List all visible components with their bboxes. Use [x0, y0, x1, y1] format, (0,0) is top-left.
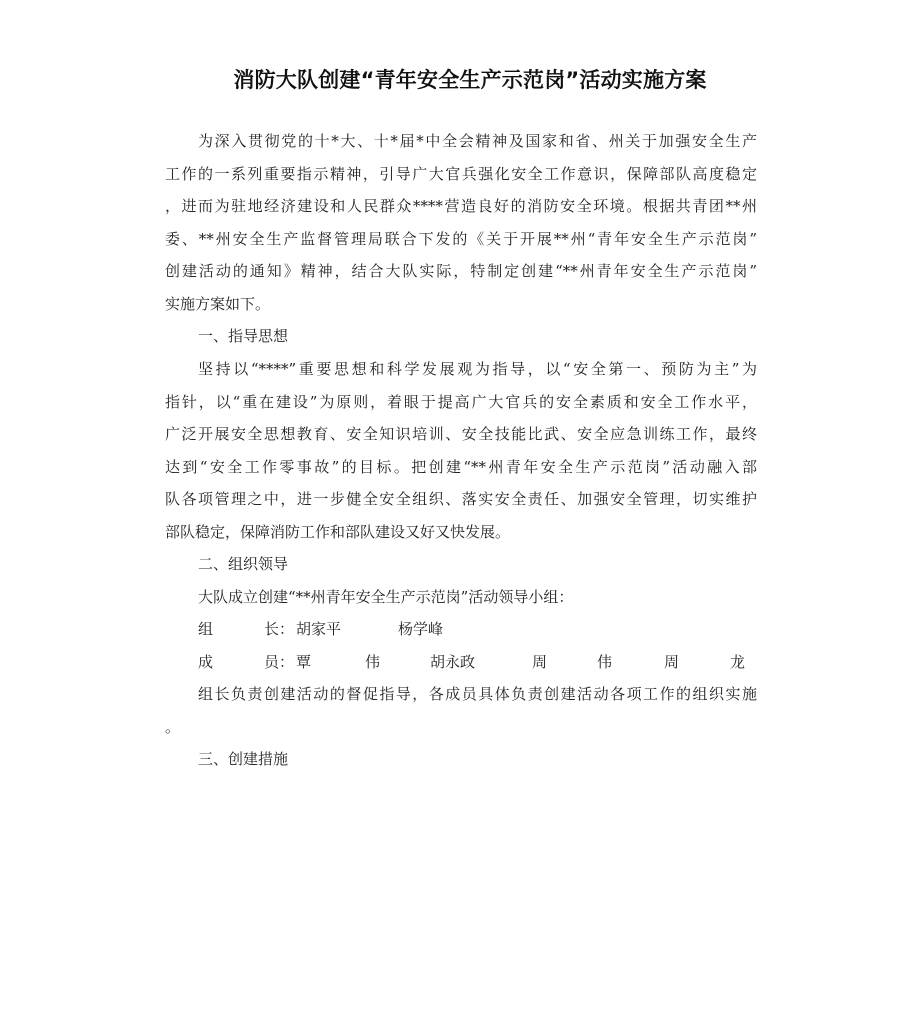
- intro-line: 为深入贯彻党的十*大、十*届*中全会精神及国家和省、州关于加强安全生产: [198, 132, 757, 150]
- paragraph-line: 部队稳定，保障消防工作和部队建设又好又快发展。: [165, 522, 511, 541]
- duty-paragraph: [165, 678, 757, 743]
- paragraph-line: 指针，以“重在建设”为原则，着眼于提高广大官兵的安全素质和安全工作水平，: [165, 392, 757, 411]
- intro-line: ，进而为驻地经济建设和人民群众****营造良好的消防安全环境。根据共青团**州: [165, 197, 757, 215]
- member-name: 周: [532, 653, 548, 671]
- leader-name: 杨学峰: [398, 620, 444, 638]
- section-heading-organization: 二、组织领导: [198, 555, 289, 573]
- member-name: 伟: [597, 653, 613, 671]
- member-name: 周: [664, 653, 680, 671]
- member-name: 龙: [730, 653, 746, 671]
- paragraph-line: 。: [165, 717, 181, 736]
- intro-line: 委、**州安全生产监督管理局联合下发的《关于开展**州“青年安全生产示范岗”: [165, 229, 757, 248]
- intro-paragraph: [165, 125, 757, 320]
- members-label-a: 成: [198, 653, 214, 671]
- intro-line: 创建活动的通知》精神，结合大队实际，特制定创建“**州青年安全生产示范岗”: [165, 262, 757, 280]
- paragraph-line: 组长负责创建活动的督促指导，各成员具体负责创建活动各项工作的组织实施: [198, 685, 757, 703]
- leader-label-a: 组: [198, 620, 214, 638]
- paragraph-line: 达到“安全工作零事故”的目标。把创建“**州青年安全生产示范岗”活动融入部: [165, 457, 757, 476]
- leader-row: [198, 614, 758, 644]
- intro-line: 实施方案如下。: [165, 294, 271, 313]
- member-name: 覃: [296, 653, 312, 671]
- paragraph-line: 坚持以“****”重要思想和科学发展观为指导，以“安全第一、预防为主”为: [198, 360, 757, 378]
- member-name: 伟: [365, 653, 381, 671]
- intro-line: 工作的一系列重要指示精神，引导广大官兵强化安全工作意识，保障部队高度稳定: [165, 164, 757, 183]
- members-row: [198, 647, 758, 677]
- members-label-b: 员：: [264, 653, 295, 671]
- leader-label-b: 长：: [264, 620, 295, 638]
- member-name: 胡永政: [430, 653, 476, 671]
- leader-name: 胡家平: [296, 620, 342, 638]
- section-heading-measures: 三、创建措施: [198, 750, 289, 768]
- paragraph-line: 队各项管理之中，进一步健全安全组织、落实安全责任、加强安全管理，切实维护: [165, 490, 757, 508]
- document-title: 消防大队创建“青年安全生产示范岗”活动实施方案: [233, 68, 707, 92]
- paragraph-line: 广泛开展安全思想教育、安全知识培训、安全技能比武、安全应急训练工作，最终: [165, 425, 757, 443]
- section-heading-guiding-ideology: 一、指导思想: [198, 327, 289, 345]
- guiding-ideology-paragraph: [165, 353, 757, 548]
- leadership-group-intro: 大队成立创建“**州青年安全生产示范岗”活动领导小组：: [198, 588, 574, 606]
